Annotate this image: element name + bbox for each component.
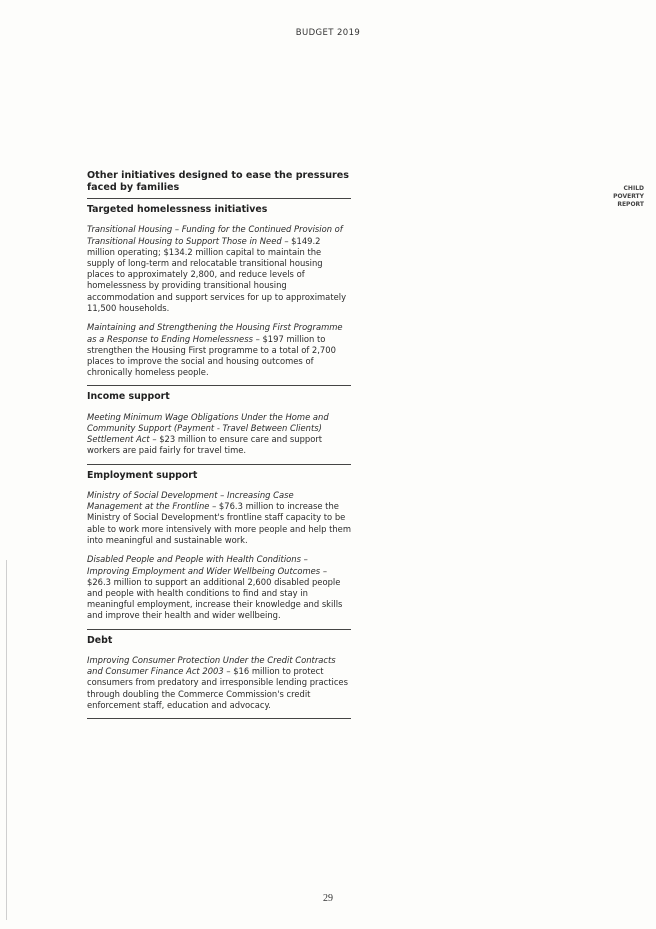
initiative-item [87,224,351,314]
section-employment-support [87,470,351,630]
initiative-description: – $26.3 million to support an additional 2,600 disabled people and people with health conditions to find and stay in meaningful employment, increase their knowledge and skills and improve their health and wider wellbeing. [87,565,343,621]
section-homelessness [87,204,351,386]
initiative-description: – $23 million to ensure care and support workers are paid fairly for travel time. [87,434,323,456]
initiative-name: Ministry of Social Development – Increasing Case Management at the Frontline [87,490,294,512]
section-income-support [87,391,351,464]
side-label-line: CHILD [623,185,644,192]
main-title: Other initiatives designed to ease the pressures faced by families [87,170,351,199]
section-title: Targeted homelessness initiatives [87,204,268,215]
side-label-line: POVERTY [613,193,644,200]
initiative-name: Transitional Housing – Funding for the Continued Provision of Transitional Housing to Support Those in Need [87,224,343,246]
initiative-name: Disabled People and People with Health Conditions – Improving Employment and Wider Wellbeing Outcomes [87,554,321,576]
scan-edge-line [6,560,7,920]
initiative-description: – $149.2 million operating; $134.2 million capital to maintain the supply of long-term and relocatable transitional housing places to approximately 2,800, and reduce levels of homelessness by providing transitional housing accommodation and support services for up to approximately 11,500 households. [87,235,347,313]
initiative-name: Improving Consumer Protection Under the Credit Contracts and Consumer Finance Act 2003 [87,655,336,677]
section-title: Income support [87,391,170,403]
initiative-item [87,655,351,711]
initiative-name: Meeting Minimum Wage Obligations Under the Home and Community Support (Payment - Travel Between Clients) Settlement Act [87,411,329,445]
initiative-item [87,412,351,457]
page-number: 29 [323,893,333,904]
initiative-description: – $197 million to strengthen the Housing First programme to a total of 2,700 places to improve the social and housing outcomes of chronically homeless people. [87,333,336,378]
initiative-name: Maintaining and Strengthening the Housing First Programme as a Response to Ending Homelessness [87,322,343,344]
side-label-line: REPORT [617,201,644,208]
side-label [584,185,644,209]
initiative-item [87,490,351,546]
section-title: Debt [87,634,113,646]
initiative-item [87,554,351,621]
section-title: Employment support [87,469,198,481]
initiative-description: – $16 million to protect consumers from predatory and irresponsible lending practices through doubling the Commerce Commission's credit enforcement staff, education and advocacy. [87,666,348,710]
initiative-description: – $76.3 million to increase the Ministry of Social Development's frontline staff capacity to be able to work more intensively with more people and help them into meaningful and sustainable work. [87,501,351,545]
section-debt [87,635,351,719]
initiative-item [87,322,351,378]
initiatives-panel [87,170,351,719]
page-header: BUDGET 2019 [295,28,361,38]
